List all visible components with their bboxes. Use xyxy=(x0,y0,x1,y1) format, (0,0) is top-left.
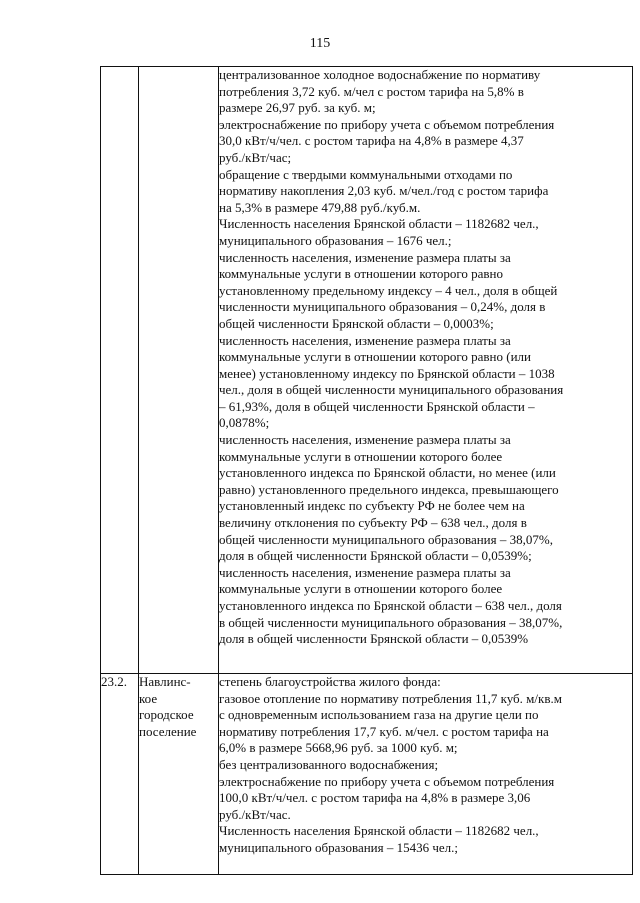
text-line: электроснабжение по прибору учета с объемом потребления xyxy=(219,773,555,789)
municipality-name xyxy=(139,674,219,875)
text-line: чел., доля в общей численности муниципального образования xyxy=(219,382,564,398)
text-line: руб./кВт/час; xyxy=(219,149,292,165)
text-line: степень благоустройства жилого фонда: xyxy=(219,674,441,689)
text-line: численность населения, изменение размера платы за xyxy=(219,432,511,448)
text-line: установленный индекс по субъекту РФ не более чем на xyxy=(219,498,525,514)
text-line: доля в общей численности Брянской области – 0,0539% xyxy=(219,631,529,647)
text-line: менее) установленному индексу по Брянской области – 1038 xyxy=(219,365,555,381)
text-line: общей численности муниципального образования – 38,07%, xyxy=(219,531,553,547)
text-line: в общей численности муниципального образования – 38,07%, xyxy=(219,614,563,630)
name-line: городское xyxy=(139,707,194,723)
text-line: 0,0878%; xyxy=(219,415,270,431)
table-row xyxy=(101,67,633,674)
text-line: – 61,93%, доля в общей численности Брянской области – xyxy=(219,398,535,414)
text-line: с одновременным использованием газа на другие цели по xyxy=(219,707,539,723)
name-line: поселение xyxy=(139,723,197,739)
text-line: нормативу потребления 17,7 куб. м/чел. с ростом тарифа на xyxy=(219,723,549,739)
row-text xyxy=(219,674,633,875)
text-line: руб./кВт/час. xyxy=(219,806,291,822)
text-line: размере 26,97 руб. за куб. м; xyxy=(219,100,376,116)
text-line: электроснабжение по прибору учета с объемом потребления xyxy=(219,116,555,132)
row-number: 23.2. xyxy=(101,674,139,875)
text-line: газовое отопление по нормативу потребления 11,7 куб. м/кв.м xyxy=(219,690,562,706)
text-line: на 5,3% в размере 479,88 руб./куб.м. xyxy=(219,199,421,215)
text-line: Численность населения Брянской области – 1182682 чел., xyxy=(219,216,539,232)
text-line: коммунальные услуги в отношении которого равно xyxy=(219,266,504,282)
text-line: муниципального образования – 1676 чел.; xyxy=(219,232,452,248)
text-line: муниципального образования – 15436 чел.; xyxy=(219,839,459,855)
text-line: численность населения, изменение размера платы за xyxy=(219,249,511,265)
text-line: коммунальные услуги в отношении которого более xyxy=(219,581,503,597)
text-line: численность населения, изменение размера платы за xyxy=(219,332,511,348)
name-line: Навлинс- xyxy=(139,674,191,689)
text-line: численность населения, изменение размера платы за xyxy=(219,564,511,580)
text-line: численности муниципального образования – 0,24%, доля в xyxy=(219,299,546,315)
text-line: потребления 3,72 куб. м/чел с ростом тарифа на 5,8% в xyxy=(219,83,524,99)
text-line: установленного индекса по Брянской области – 638 чел., доля xyxy=(219,598,562,613)
text-line: нормативу накопления 2,03 куб. м/чел./год с ростом тарифа xyxy=(219,183,549,199)
text-line: коммунальные услуги в отношении которого более xyxy=(219,448,503,464)
text-line: Численность населения Брянской области – 1182682 чел., xyxy=(219,823,539,839)
text-line: величину отклонения по субъекту РФ – 638 чел., доля в xyxy=(219,515,527,531)
text-line: централизованное холодное водоснабжение по нормативу xyxy=(219,67,541,82)
text-line: равно) установленного предельного индекса, превышающего xyxy=(219,481,559,497)
text-line: 100,0 кВт/ч/чел. с ростом тарифа на 4,8% в размере 3,06 xyxy=(219,790,531,806)
text-line: 30,0 кВт/ч/чел. с ростом тарифа на 4,8% в размере 4,37 xyxy=(219,133,524,149)
table-row xyxy=(101,674,633,875)
text-line: без централизованного водоснабжения; xyxy=(219,756,439,772)
tariff-table xyxy=(100,66,633,875)
text-line: установленного индекса по Брянской области, но менее (или xyxy=(219,465,556,481)
text-line: обращение с твердыми коммунальными отходами по xyxy=(219,166,513,182)
text-line: общей численности Брянской области – 0,0003%; xyxy=(219,315,494,331)
text-line: доля в общей численности Брянской области – 0,0539%; xyxy=(219,548,532,564)
row-number xyxy=(101,67,139,674)
name-line: кое xyxy=(139,690,158,706)
text-line: коммунальные услуги в отношении которого равно (или xyxy=(219,349,531,365)
municipality-name xyxy=(139,67,219,674)
row-text xyxy=(219,67,633,674)
text-line: 6,0% в размере 5668,96 руб. за 1000 куб. м; xyxy=(219,740,458,756)
text-line: установленному предельному индексу – 4 чел., доля в общей xyxy=(219,282,558,298)
page-number: 115 xyxy=(309,36,331,51)
